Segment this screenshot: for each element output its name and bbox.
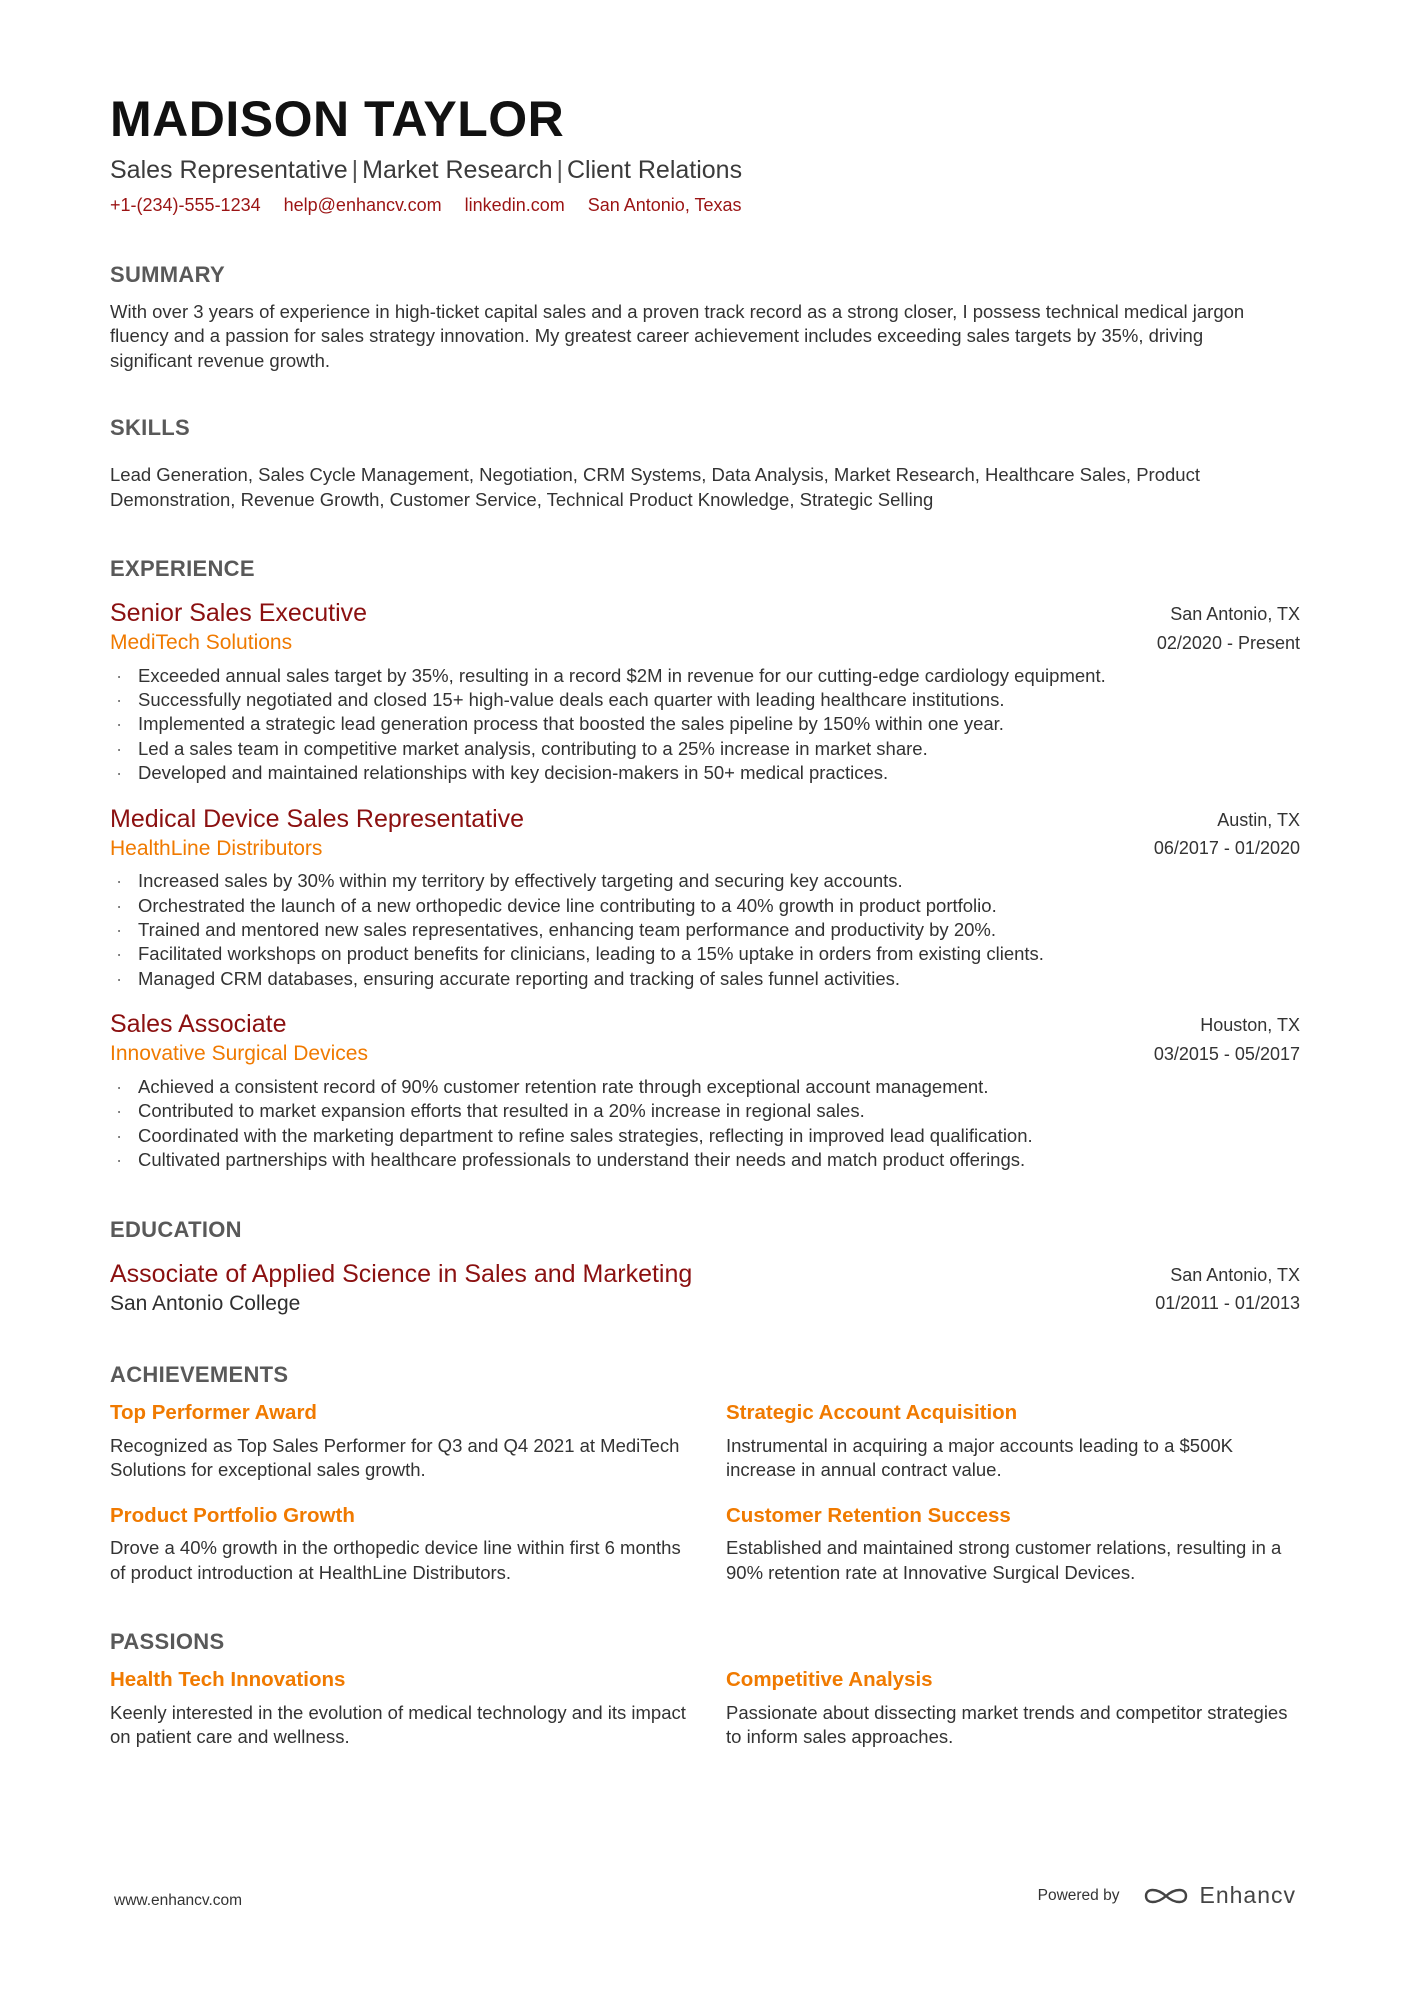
school: San Antonio College	[110, 1291, 301, 1315]
summary-text: With over 3 years of experience in high-ticket capital sales and a proven track record as a strong closer, I possess technical medical jargon fluency and a passion for sales strategy innovation. My greatest career achievement includes exceeding sales targets by 35%, driving significant revenue growth.	[110, 301, 1245, 371]
bullet-dot-icon: ·	[116, 1100, 123, 1122]
skills-heading: SKILLS	[110, 415, 191, 441]
job-header	[110, 598, 1300, 658]
bullet-text: Orchestrated the launch of a new orthopedic device line contributing to a 40% growth in product portfolio.	[138, 894, 997, 916]
education-heading: EDUCATION	[110, 1216, 242, 1242]
headline-separator: |	[351, 156, 359, 184]
job-bullet	[110, 712, 1300, 736]
achievement-text: Instrumental in acquiring a major accounts leading to a $500K increase in annual contract value.	[726, 1434, 1233, 1481]
education-location: San Antonio, TX	[1170, 1264, 1300, 1285]
job-titles	[110, 1009, 368, 1067]
bullet-text: Achieved a consistent record of 90% customer retention rate through exceptional account management.	[138, 1075, 989, 1097]
contact-line	[110, 195, 1300, 216]
job-bullet	[110, 869, 1300, 893]
job-company: Innovative Surgical Devices	[110, 1042, 368, 1066]
job-role: Sales Associate	[110, 1010, 287, 1039]
bullet-dot-icon: ·	[116, 894, 123, 916]
job-company: MediTech Solutions	[110, 631, 293, 655]
page-footer	[0, 1882, 1410, 1922]
bullet-text: Managed CRM databases, ensuring accurate reporting and tracking of sales funnel activities.	[138, 967, 901, 989]
job-bullet	[110, 1148, 1300, 1172]
achievement-title: Product Portfolio Growth	[110, 1503, 355, 1527]
bullet-dot-icon: ·	[116, 870, 123, 892]
bullet-dot-icon: ·	[116, 737, 123, 759]
achievement-title: Customer Retention Success	[726, 1503, 1011, 1527]
job-location: Houston, TX	[1200, 1015, 1300, 1036]
job-entry	[110, 1009, 1300, 1172]
job-location: San Antonio, TX	[1170, 604, 1300, 625]
job-role: Medical Device Sales Representative	[110, 804, 525, 833]
job-role: Senior Sales Executive	[110, 599, 368, 628]
job-meta	[1154, 804, 1300, 864]
experience-section	[110, 598, 1300, 1172]
candidate-name: MADISON TAYLOR	[110, 91, 565, 147]
bullet-text: Increased sales by 30% within my territory by effectively targeting and securing key accounts.	[138, 870, 903, 892]
achievement-card	[726, 1503, 1306, 1585]
job-meta	[1157, 598, 1300, 658]
bullet-dot-icon: ·	[116, 762, 123, 784]
education-entry	[110, 1259, 1300, 1319]
bullet-dot-icon: ·	[116, 713, 123, 735]
bullet-text: Successfully negotiated and closed 15+ high-value deals each quarter with leading healthcare institutions.	[138, 689, 1005, 711]
job-titles	[110, 598, 367, 656]
job-company: HealthLine Distributors	[110, 836, 323, 860]
passion-text: Keenly interested in the evolution of medical technology and its impact on patient care and wellness.	[110, 1701, 686, 1747]
headline-part: Sales Representative	[110, 156, 348, 184]
skills-list: Lead Generation, Sales Cycle Management, Negotiation, CRM Systems, Data Analysis, Market Research, Healthcare Sales, Product Demonstration, Revenue Growth, Customer Service, Technical Product Knowledge, Strategic Selling	[110, 464, 1200, 510]
footer-branding	[1038, 1882, 1296, 1909]
powered-by-label: Powered by	[1037, 1886, 1120, 1904]
job-dates: 06/2017 - 01/2020	[1153, 838, 1300, 859]
degree: Associate of Applied Science in Sales and Marketing	[110, 1259, 693, 1288]
passions-grid	[110, 1667, 1306, 1749]
bullet-dot-icon: ·	[116, 967, 123, 989]
job-bullet	[110, 918, 1300, 942]
passion-card	[726, 1667, 1306, 1749]
summary-heading: SUMMARY	[110, 262, 225, 287]
email-link[interactable]: help@enhancv.com	[283, 195, 442, 215]
bullet-dot-icon: ·	[116, 1149, 123, 1171]
achievement-text: Recognized as Top Sales Performer for Q3 and Q4 2021 at MediTech Solutions for exceptional sales growth.	[110, 1434, 680, 1481]
job-location: Austin, TX	[1217, 809, 1300, 830]
bullet-text: Contributed to market expansion efforts that resulted in a 20% increase in regional sales.	[138, 1100, 865, 1122]
bullet-text: Developed and maintained relationships with key decision-makers in 50+ medical practices.	[138, 762, 889, 784]
passion-title: Competitive Analysis	[726, 1667, 933, 1691]
job-header	[110, 804, 1300, 864]
linkedin-link[interactable]: linkedin.com	[464, 195, 565, 215]
achievement-card	[726, 1400, 1306, 1482]
achievement-card	[110, 1400, 690, 1482]
bullet-text: Led a sales team in competitive market analysis, contributing to a 25% increase in market share.	[138, 737, 928, 759]
bullet-dot-icon: ·	[116, 689, 123, 711]
job-dates: 02/2020 - Present	[1156, 632, 1300, 653]
achievement-title: Top Performer Award	[110, 1401, 317, 1425]
passion-title: Health Tech Innovations	[110, 1667, 346, 1691]
achievement-text: Drove a 40% growth in the orthopedic device line within first 6 months of product introduction at HealthLine Distributors.	[110, 1537, 681, 1583]
headline-separator: |	[556, 156, 563, 184]
job-entry	[110, 804, 1300, 992]
bullet-text: Trained and mentored new sales representatives, enhancing team performance and productivity by 20%.	[138, 919, 996, 941]
bullet-text: Exceeded annual sales target by 35%, resulting in a record $2M in revenue for our cutting-edge cardiology equipment.	[138, 664, 1106, 686]
job-bullets	[110, 664, 1300, 786]
job-bullet	[110, 737, 1300, 761]
achievements-grid	[110, 1400, 1306, 1585]
job-bullet	[110, 894, 1300, 918]
passion-text: Passionate about dissecting market trends and competitor strategies to inform sales approaches.	[726, 1701, 1288, 1747]
job-bullet	[110, 942, 1300, 966]
headline-part: Market Research	[362, 156, 553, 184]
bullet-dot-icon: ·	[116, 664, 123, 686]
footer-website-link[interactable]: www.enhancv.com	[114, 1892, 243, 1909]
job-bullet	[110, 1075, 1300, 1099]
job-bullet	[110, 761, 1300, 785]
job-bullet	[110, 1099, 1300, 1123]
infinity-logo-icon	[1143, 1884, 1189, 1908]
experience-heading: EXPERIENCE	[110, 556, 255, 582]
job-bullets	[110, 1075, 1300, 1173]
bullet-text: Coordinated with the marketing department to refine sales strategies, reflecting in improved lead qualification.	[138, 1124, 1033, 1146]
job-bullet	[110, 967, 1300, 991]
job-bullet	[110, 1124, 1300, 1148]
achievement-title: Strategic Account Acquisition	[726, 1401, 1018, 1425]
achievements-heading: ACHIEVEMENTS	[110, 1362, 289, 1388]
bullet-dot-icon: ·	[116, 1075, 123, 1097]
bullet-dot-icon: ·	[116, 943, 123, 965]
job-dates: 03/2015 - 05/2017	[1153, 1044, 1300, 1065]
job-entry	[110, 598, 1300, 786]
phone[interactable]: +1-(234)-555-1234	[110, 195, 261, 215]
education-dates: 01/2011 - 01/2013	[1155, 1293, 1300, 1314]
bullet-text: Facilitated workshops on product benefits for clinicians, leading to a 15% uptake in orders from existing clients.	[138, 943, 1044, 965]
job-titles	[110, 804, 524, 862]
passion-card	[110, 1667, 690, 1749]
bullet-dot-icon: ·	[116, 919, 123, 941]
bullet-text: Cultivated partnerships with healthcare professionals to understand their needs and match product offerings.	[138, 1149, 1026, 1171]
achievement-text: Established and maintained strong customer relations, resulting in a 90% retention rate at Innovative Surgical Devices.	[726, 1537, 1282, 1583]
job-bullet	[110, 664, 1300, 688]
education-titles	[110, 1259, 692, 1317]
location: San Antonio, Texas	[587, 195, 742, 215]
headline	[110, 155, 1300, 185]
job-bullets	[110, 869, 1300, 991]
passions-heading: PASSIONS	[110, 1628, 225, 1654]
brand-wordmark[interactable]: Enhancv	[1199, 1882, 1296, 1908]
bullet-dot-icon: ·	[116, 1124, 123, 1146]
bullet-text: Implemented a strategic lead generation process that boosted the sales pipeline by 150% within one year.	[138, 713, 1004, 735]
achievement-card	[110, 1503, 690, 1585]
job-header	[110, 1009, 1300, 1069]
education-meta	[1155, 1259, 1300, 1319]
headline-part: Client Relations	[567, 156, 743, 184]
job-meta	[1154, 1009, 1300, 1069]
job-bullet	[110, 688, 1300, 712]
